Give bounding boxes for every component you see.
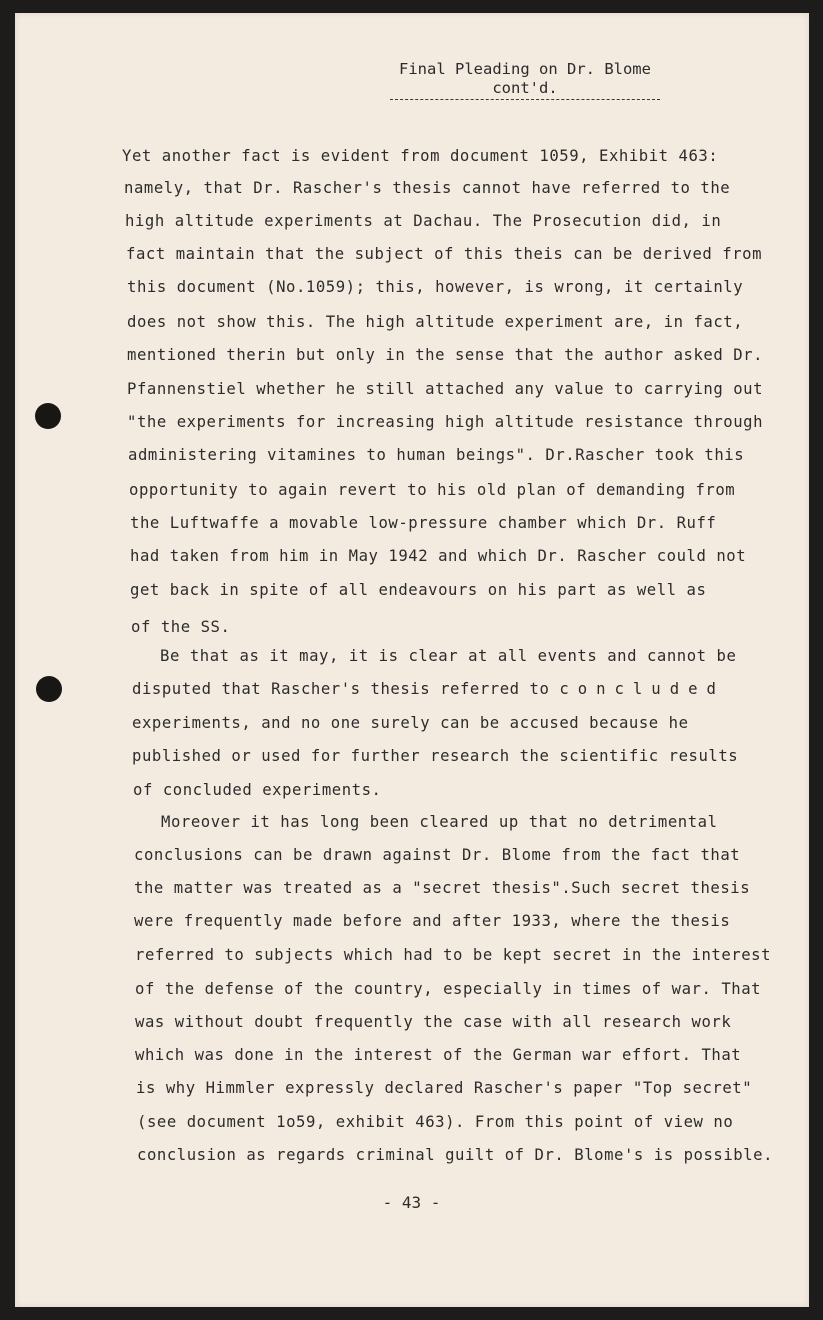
- text-line: namely, that Dr. Rascher's thesis cannot have referred to the: [124, 179, 731, 197]
- text-line: mentioned therin but only in the sense that the author asked Dr.: [127, 346, 764, 364]
- text-line: Be that as it may, it is clear at all events and cannot be: [160, 647, 737, 665]
- text-line: of the defense of the country, especially in times of war. That: [135, 980, 762, 998]
- punch-hole-lower: [36, 676, 62, 702]
- text-line: this document (No.1059); this, however, is wrong, it certainly: [127, 278, 744, 296]
- text-line: (see document 1o59, exhibit 463). From this point of view no: [137, 1113, 734, 1131]
- header-title: Final Pleading on Dr. Blome: [399, 60, 651, 78]
- text-line: does not show this. The high altitude experiment are, in fact,: [127, 313, 744, 331]
- text-line: conclusions can be drawn against Dr. Blome from the fact that: [134, 846, 741, 864]
- text-line: experiments, and no one surely can be accused because he: [132, 714, 689, 732]
- text-line: [132, 679, 725, 699]
- page-number: - 43 -: [382, 1193, 441, 1212]
- running-header: [390, 60, 660, 100]
- text-line: the matter was treated as a "secret thesis".Such secret thesis: [134, 879, 751, 897]
- text-line: published or used for further research the scientific results: [132, 747, 739, 765]
- text-line: high altitude experiments at Dachau. The Prosecution did, in: [125, 212, 722, 230]
- text-line: opportunity to again revert to his old plan of demanding from: [129, 481, 736, 499]
- text-line: is why Himmler expressly declared Rascher's paper "Top secret": [136, 1079, 753, 1097]
- punch-hole-upper: [35, 403, 61, 429]
- text-line: Moreover it has long been cleared up that no detrimental: [161, 813, 718, 831]
- text-line: conclusion as regards criminal guilt of Dr. Blome's is possible.: [137, 1146, 774, 1164]
- text-line: were frequently made before and after 1933, where the thesis: [134, 912, 731, 930]
- text-line: which was done in the interest of the German war effort. That: [135, 1046, 742, 1064]
- text-line: administering vitamines to human beings". Dr.Rascher took this: [128, 446, 745, 464]
- text-line: of concluded experiments.: [133, 781, 382, 799]
- text-line: "the experiments for increasing high altitude resistance through: [127, 413, 764, 431]
- text-line: Yet another fact is evident from document 1059, Exhibit 463:: [122, 147, 719, 165]
- spaced-emphasis-word: concluded: [559, 680, 725, 698]
- text-line: referred to subjects which had to be kept secret in the interest: [135, 946, 772, 964]
- text-line: of the SS.: [131, 618, 231, 636]
- text-line: get back in spite of all endeavours on his part as well as: [130, 581, 707, 599]
- text-line: was without doubt frequently the case with all research work: [135, 1013, 732, 1031]
- text-line: the Luftwaffe a movable low-pressure chamber which Dr. Ruff: [130, 514, 717, 532]
- header-continued: cont'd.: [390, 79, 660, 100]
- text-line: Pfannenstiel whether he still attached any value to carrying out: [127, 380, 764, 398]
- text-fragment: disputed that Rascher's thesis referred to: [132, 680, 550, 698]
- text-line: fact maintain that the subject of this theis can be derived from: [126, 245, 763, 263]
- text-line: had taken from him in May 1942 and which Dr. Rascher could not: [130, 547, 747, 565]
